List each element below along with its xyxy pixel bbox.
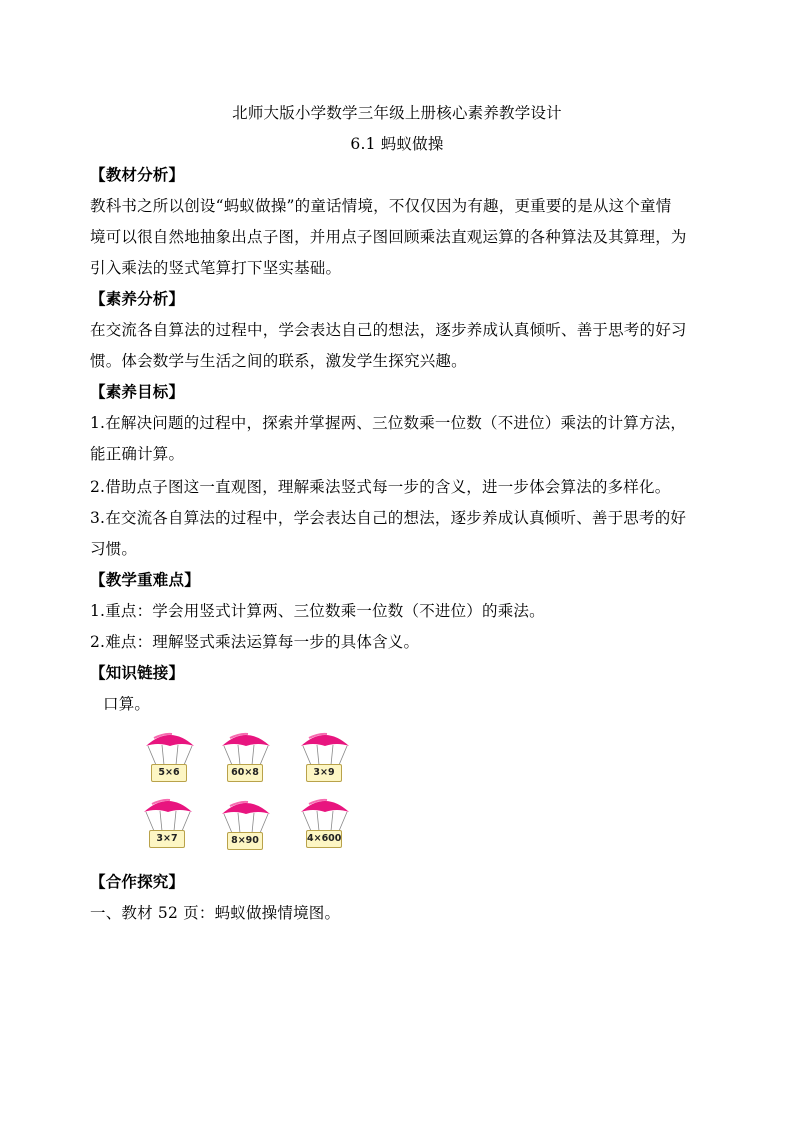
heading-explore: 【合作探究】 <box>90 872 185 891</box>
goal-line: 1.在解决问题的过程中，探索并掌握两、三位数乘一位数（不进位）乘法的计算方法， <box>90 414 687 432</box>
parachute-expression: 60×8 <box>227 764 263 782</box>
parachute-card <box>216 798 276 858</box>
parachute-expression: 4×600 <box>306 830 342 848</box>
goal-line: 习惯。 <box>90 540 138 558</box>
paragraph-line: 在交流各自算法的过程中，学会表达自己的想法，逐步养成认真倾听、善于思考的好习 <box>90 321 687 339</box>
paragraph-line: 引入乘法的竖式笔算打下坚实基础。 <box>90 259 342 277</box>
heading-goals: 【素养目标】 <box>90 382 185 401</box>
lesson-title: 6.1 蚂蚁做操 <box>350 135 444 153</box>
document-title: 北师大版小学数学三年级上册核心素养教学设计 <box>232 104 562 122</box>
parachute-expression: 3×9 <box>306 764 342 782</box>
oral-calc-label: 口算。 <box>103 695 151 713</box>
parachute-card <box>138 796 198 856</box>
heading-knowledge: 【知识链接】 <box>90 663 185 682</box>
key-point-line: 1.重点：学会用竖式计算两、三位数乘一位数（不进位）的乘法。 <box>90 602 545 620</box>
parachute-card <box>295 796 355 856</box>
paragraph-line: 惯。体会数学与生活之间的联系，激发学生探究兴趣。 <box>90 352 467 370</box>
goal-line: 能正确计算。 <box>90 445 185 463</box>
parachute-expression: 3×7 <box>149 830 185 848</box>
heading-key-points: 【教学重难点】 <box>90 570 200 589</box>
parachute-card <box>140 730 200 790</box>
paragraph-line: 境可以很自然地抽象出点子图，并用点子图回顾乘法直观运算的各种算法及其算理，为 <box>90 228 687 246</box>
goal-line: 3.在交流各自算法的过程中，学会表达自己的想法，逐步养成认真倾听、善于思考的好 <box>90 509 687 527</box>
heading-literacy-analysis: 【素养分析】 <box>90 289 185 308</box>
explore-line: 一、教材 52 页：蚂蚁做操情境图。 <box>90 904 341 922</box>
parachute-card <box>216 730 276 790</box>
paragraph-line: 教科书之所以创设“蚂蚁做操”的童话情境，不仅仅因为有趣，更重要的是从这个童情 <box>90 197 672 215</box>
parachute-card <box>295 730 355 790</box>
parachute-exercise-image <box>128 724 363 859</box>
parachute-expression: 8×90 <box>227 832 263 850</box>
key-point-line: 2.难点：理解竖式乘法运算每一步的具体含义。 <box>90 633 420 651</box>
goal-line: 2.借助点子图这一直观图，理解乘法竖式每一步的含义，进一步体会算法的多样化。 <box>90 478 671 496</box>
parachute-expression: 5×6 <box>151 764 187 782</box>
heading-analysis: 【教材分析】 <box>90 165 185 184</box>
